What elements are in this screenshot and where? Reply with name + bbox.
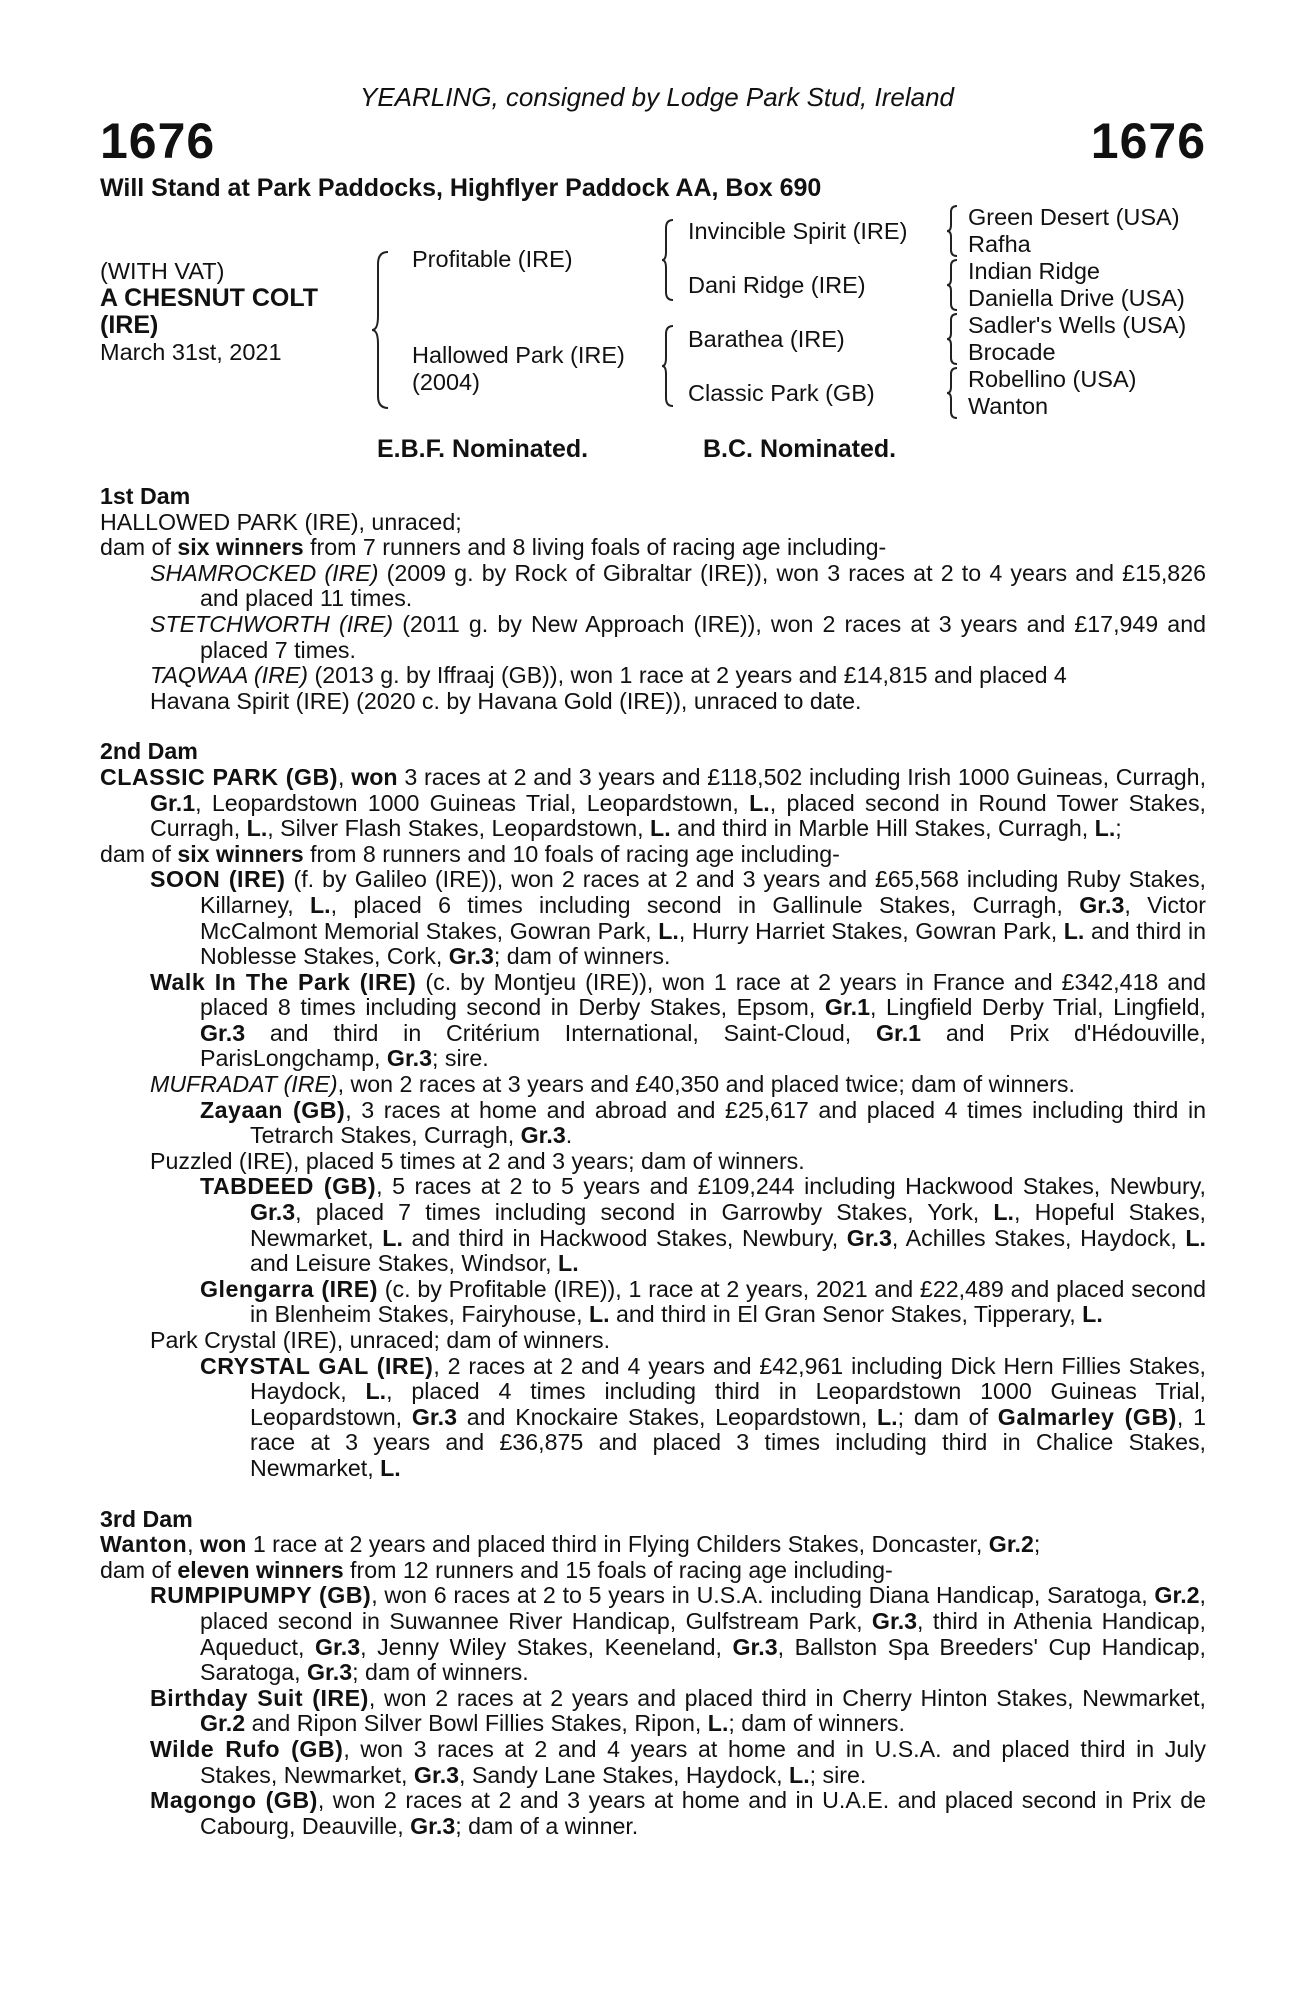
grandsire-3: Sadler's Wells (USA) — [968, 312, 1187, 338]
dam: Hallowed Park (IRE) — [412, 342, 625, 368]
granddam-1: Rafha — [968, 231, 1031, 257]
stand-location: Will Stand at Park Paddocks, Highflyer Paddock AA, Box 690 — [100, 174, 822, 202]
first-dam-heading: 1st Dam — [100, 483, 191, 509]
ebf-nomination: E.B.F. Nominated. — [377, 435, 589, 463]
produce-park-crystal: Park Crystal (IRE), unraced; dam of winners. — [150, 1327, 611, 1353]
third-dam-wanton: Wanton, won 1 race at 2 years and placed third in Flying Childers Stakes, Doncaster, Gr.2; — [100, 1531, 1041, 1558]
third-dam-heading: 3rd Dam — [100, 1505, 193, 1532]
dam-sire: Barathea (IRE) — [688, 326, 845, 352]
sire-sire: Invincible Spirit (IRE) — [688, 218, 908, 244]
bc-nomination: B.C. Nominated. — [703, 435, 897, 463]
consignment-line: YEARLING, consigned by Lodge Park Stud, Ireland — [359, 82, 954, 112]
lot-number-right: 1676 — [1090, 113, 1206, 169]
grandsire-4: Robellino (USA) — [968, 366, 1137, 392]
produce-puzzled: Puzzled (IRE), placed 5 times at 2 and 3 years; dam of winners. — [150, 1147, 805, 1174]
pedigree-brace-g1 — [945, 204, 959, 258]
catalogue-body — [100, 484, 1206, 1839]
produce-wilde-rufo: Wilde Rufo (GB), won 3 races at 2 and 4 years at home and in U.S.A. and placed third in July Stakes, Newmarket, Gr.3, Sandy Lane Stakes, Haydock, L.; sire. — [150, 1735, 1206, 1788]
produce-shamrocked: SHAMROCKED (IRE) (2009 g. by Rock of Gibraltar (IRE)), won 3 races at 2 to 4 years and £15,826 and placed 11 times. — [150, 559, 1206, 612]
produce-stetchworth: STETCHWORTH (IRE) (2011 g. by New Approach (IRE)), won 2 races at 3 years and £17,949 and placed 7 times. — [150, 610, 1206, 663]
dam-dam: Classic Park (GB) — [688, 380, 875, 406]
sire-dam: Dani Ridge (IRE) — [688, 272, 866, 298]
produce-walk-in-the-park: Walk In The Park (IRE) (c. by Montjeu (IRE)), won 1 race at 2 years in France and £342,418 and placed 8 times including second in Derby Stakes, Epsom, Gr.1, Lingfield Derby Trial, Lingfield, Gr.3 and third in Critérium International, Saint-Cloud, Gr.1 and Prix d'Hédouville, ParisLongchamp, Gr.3; sire. — [150, 968, 1206, 1072]
produce-glengarra: Glengarra (IRE) (c. by Profitable (IRE)), 1 race at 2 years, 2021 and £22,489 and placed second in Blenheim Stakes, Fairyhouse, L. and third in El Gran Senor Stakes, Tipperary, L. — [200, 1275, 1206, 1328]
pedigree-brace-g4 — [945, 366, 959, 420]
granddam-2: Daniella Drive (USA) — [968, 285, 1185, 311]
third-dam-produce-summary: dam of eleven winners from 12 runners and 15 foals of racing age including- — [100, 1556, 893, 1583]
horse-name: A CHESNUT COLT — [100, 284, 319, 312]
lot-number-left: 1676 — [100, 113, 216, 169]
produce-rumpipumpy: RUMPIPUMPY (GB), won 6 races at 2 to 5 years in U.S.A. including Diana Handicap, Saratoga, Gr.2, placed second in Suwannee River Handicap, Gulfstream Park, Gr.3, third in Athenia Handicap, Aqueduct, Gr.3, Jenny Wiley Stakes, Keeneland, Gr.3, Ballston Spa Breeders' Cup Handicap, Saratoga, Gr.3; dam of winners. — [150, 1582, 1206, 1686]
date-of-birth: March 31st, 2021 — [100, 339, 282, 365]
produce-tabdeed: TABDEED (GB), 5 races at 2 to 5 years and £109,244 including Hackwood Stakes, Newbury, Gr.3, placed 7 times including second in Garrowby Stakes, York, L., Hopeful Stakes, Newmarket, L. and third in Hackwood Stakes, Newbury, Gr.3, Achilles Stakes, Haydock, L. and Leisure Stakes, Windsor, L. — [200, 1173, 1207, 1277]
first-dam-line: HALLOWED PARK (IRE), unraced; — [100, 508, 462, 535]
produce-zayaan: Zayaan (GB), 3 races at home and abroad and £25,617 and placed 4 times including third in Tetrarch Stakes, Curragh, Gr.3. — [200, 1096, 1207, 1149]
produce-crystal-gal: CRYSTAL GAL (IRE), 2 races at 2 and 4 years and £42,961 including Dick Hern Fillies Stakes, Haydock, L., placed 4 times including third in Leopardstown 1000 Guineas Trial, Leopardstown, Gr.3 and Knockaire Stakes, Leopardstown, L.; dam of Galmarley (GB), 1 race at 3 years and £36,875 and placed 3 times including third in Chalice Stakes, Newmarket, L. — [200, 1352, 1206, 1481]
produce-birthday-suit: Birthday Suit (IRE), won 2 races at 2 years and placed third in Cherry Hinton Stakes, Newmarket, Gr.2 and Ripon Silver Bowl Fillies Stakes, Ripon, L.; dam of winners. — [150, 1684, 1207, 1737]
granddam-4: Wanton — [968, 393, 1049, 419]
second-dam-heading: 2nd Dam — [100, 738, 198, 765]
first-dam-produce-summary: dam of six winners from 7 runners and 8 living foals of racing age including- — [100, 534, 887, 561]
granddam-3: Brocade — [968, 339, 1056, 365]
produce-magongo: Magongo (GB), won 2 races at 2 and 3 years at home and in U.A.E. and placed second in Prix de Cabourg, Deauville, Gr.3; dam of a winner. — [150, 1787, 1206, 1839]
grandsire-2: Indian Ridge — [968, 258, 1100, 284]
produce-soon: SOON (IRE) (f. by Galileo (IRE)), won 2 races at 2 and 3 years and £65,568 including Ruby Stakes, Killarney, L., placed 6 times including second in Gallinule Stakes, Curragh, Gr.3, Victor McCalmont Memorial Stakes, Gowran Park, L., Hurry Harriet Stakes, Gowran Park, L. and third in Noblesse Stakes, Cork, Gr.3; dam of winners. — [150, 866, 1206, 970]
sire: Profitable (IRE) — [412, 246, 573, 272]
second-dam-classic-park: CLASSIC PARK (GB), won 3 races at 2 and 3 years and £118,502 including Irish 1000 Guineas, Curragh, Gr.1, Leopardstown 1000 Guineas Trial, Leopardstown, L., placed second in Round Tower Stakes, Curragh, L., Silver Flash Stakes, Leopardstown, L. and third in Marble Hill Stakes, Curragh, L.; — [100, 763, 1207, 842]
produce-taqwaa: TAQWAA (IRE) (2013 g. by Iffraaj (GB)), won 1 race at 2 years and £14,815 and placed 4 — [150, 662, 1067, 689]
pedigree-brace-main — [370, 250, 392, 410]
produce-mufradat: MUFRADAT (IRE), won 2 races at 3 years and £40,350 and placed twice; dam of winners. — [150, 1071, 1075, 1098]
pedigree-brace-dam — [660, 324, 676, 408]
pedigree-brace-g3 — [945, 312, 959, 366]
pedigree-brace-g2 — [945, 258, 959, 312]
pedigree-brace-sire — [660, 218, 676, 302]
second-dam-produce-summary: dam of six winners from 8 runners and 10 foals of racing age including- — [100, 840, 840, 867]
produce-havana-spirit: Havana Spirit (IRE) (2020 c. by Havana Gold (IRE)), unraced to date. — [150, 687, 862, 714]
horse-name-suffix: (IRE) — [100, 311, 159, 339]
grandsire-1: Green Desert (USA) — [968, 204, 1180, 230]
dam-year: (2004) — [412, 369, 480, 395]
vat-note: (WITH VAT) — [100, 258, 225, 284]
